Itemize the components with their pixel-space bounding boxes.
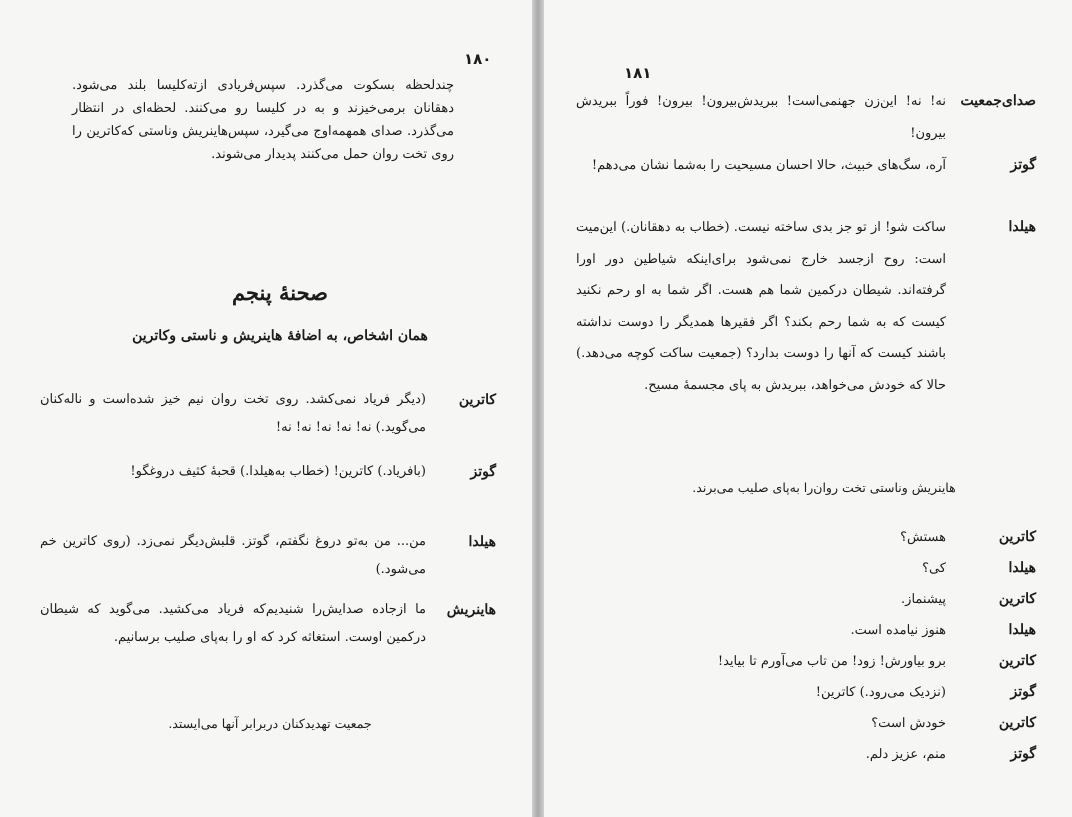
speaker-name: گوتز: [1010, 684, 1036, 700]
dialogue-entry: [866, 739, 1036, 770]
speaker-name: هیلدا: [1008, 622, 1036, 638]
dialogue-entry: [576, 150, 1036, 182]
dialogue-entry: [871, 708, 1036, 739]
dialogue-entry: [40, 386, 496, 442]
stage-direction: هاینریش وناستی تخت روان‌را به‌پای صلیب می‌برند.: [692, 480, 956, 495]
dialogue-text: پیشنماز.: [901, 592, 946, 607]
dialogue-text: آره، سگ‌های خبیث، حالا احسان مسیحیت را به‌شما نشان می‌دهم!: [591, 158, 946, 173]
dialogue-entry: [576, 86, 1036, 149]
dialogue-entry: [816, 677, 1036, 708]
dialogue-text: برو بیاورش! زود! من تاب می‌آورم تا بیاید!: [717, 654, 946, 669]
speaker-name: گوتز: [1010, 746, 1036, 762]
dialogue-text: ما ازجاده صدایش‌را شنیدیم‌که فریاد می‌کشید. می‌گوید که شیطان درکمین اوست. استغاثه کرد که او را به‌پای صلیب برسانیم.: [40, 602, 426, 645]
dialogue-text: ساکت شو! از تو جز بدی ساخته نیست. (خطاب به دهقانان.) این‌میت است: روح ازجسد خارج نمی‌شود برای‌اینکه شیاطین دور اورا گرفته‌اند. شیطان درکمین شما هم هست. اگر شما به او رحم نکنید کیست که به شما رحم بکند؟ اگر فقیرها همدیگر را دوست نداشته باشند کیست که آنها را دوست بدارد؟ (جمعیت ساکت کوچه می‌دهد.) حالا که خودش می‌خواهد، ببریدش به پای مجسمهٔ مسیح.: [576, 220, 946, 393]
dialogue-entry: [901, 584, 1036, 615]
dialogue-text: هستش؟: [900, 530, 946, 545]
dialogue-text: (دیگر فریاد نمی‌کشد. روی تخت روان نیم خیز شده‌است و ناله‌کنان می‌گوید.) نه! نه! نه! نه! نه!: [40, 392, 426, 435]
book-gutter: [532, 0, 544, 817]
dialogue-text: خودش است؟: [871, 716, 946, 731]
right-page: [544, 0, 1072, 817]
left-page: [0, 0, 532, 817]
speaker-name: کاترین: [998, 591, 1036, 607]
dialogue-entry: [576, 212, 1036, 401]
opening-stage-direction: چندلحظه بسکوت می‌گذرد. سپس‌فریادی ازته‌کلیسا بلند می‌شود. دهقانان برمی‌خیزند و به در کلیسا رو می‌کنند. لحظه‌ای در انتظار می‌گذرد. صدای همهمه‌اوج می‌گیرد، سپس‌هاینریش وناستی که‌کاترین را روی تخت روان حمل می‌کنند پدیدار می‌شوند.: [72, 78, 454, 162]
speaker-name: کاترین: [998, 653, 1036, 669]
dialogue-text: (بافریاد.) کاترین! (خطاب به‌هیلدا.) قحبهٔ کثیف دروغگو!: [130, 464, 426, 479]
speaker-name: هیلدا: [468, 534, 496, 550]
speaker-name: هیلدا: [1008, 560, 1036, 576]
page-number: ۱۸۰: [464, 50, 492, 68]
dialogue-entry: [40, 528, 496, 584]
page-number: ۱۸۱: [624, 64, 652, 82]
dialogue-entry: [922, 553, 1036, 584]
scene-characters: همان اشخاص، به اضافهٔ هاینریش و ناستی وکاترین: [132, 328, 428, 344]
dialogue-text: نه! نه! این‌زن جهنمی‌است! ببریدش‌بیرون! بیرون! فوراً ببریدش بیرون!: [576, 94, 946, 141]
dialogue-text: (نزدیک می‌رود.) کاترین!: [815, 685, 946, 700]
dialogue-entry: [40, 596, 496, 652]
dialogue-entry: [850, 615, 1036, 646]
speaker-name: هاینریش: [446, 602, 496, 618]
speaker-name: صدای‌جمعیت: [960, 93, 1036, 109]
dialogue-text: کی؟: [922, 561, 946, 576]
closing-stage-direction: جمعیت تهدیدکنان دربرابر آنها می‌ایستد.: [168, 716, 372, 731]
dialogue-text: منم، عزیز دلم.: [865, 747, 946, 762]
dialogue-entry: [900, 522, 1036, 553]
speaker-name: کاترین: [458, 392, 496, 408]
speaker-name: کاترین: [998, 529, 1036, 545]
speaker-name: گوتز: [470, 464, 496, 480]
dialogue-text: هنوز نیامده است.: [850, 623, 946, 638]
speaker-name: گوتز: [1010, 157, 1036, 173]
dialogue-entry: [40, 458, 496, 486]
dialogue-text: من... من به‌تو دروغ نگفتم، گوتز. قلبش‌دیگر نمی‌زد. (روی کاترین خم می‌شود.): [40, 534, 426, 577]
speaker-name: هیلدا: [1008, 219, 1036, 235]
dialogue-entry: [718, 646, 1036, 677]
speaker-name: کاترین: [998, 715, 1036, 731]
scene-title: صحنهٔ پنجم: [231, 280, 328, 305]
